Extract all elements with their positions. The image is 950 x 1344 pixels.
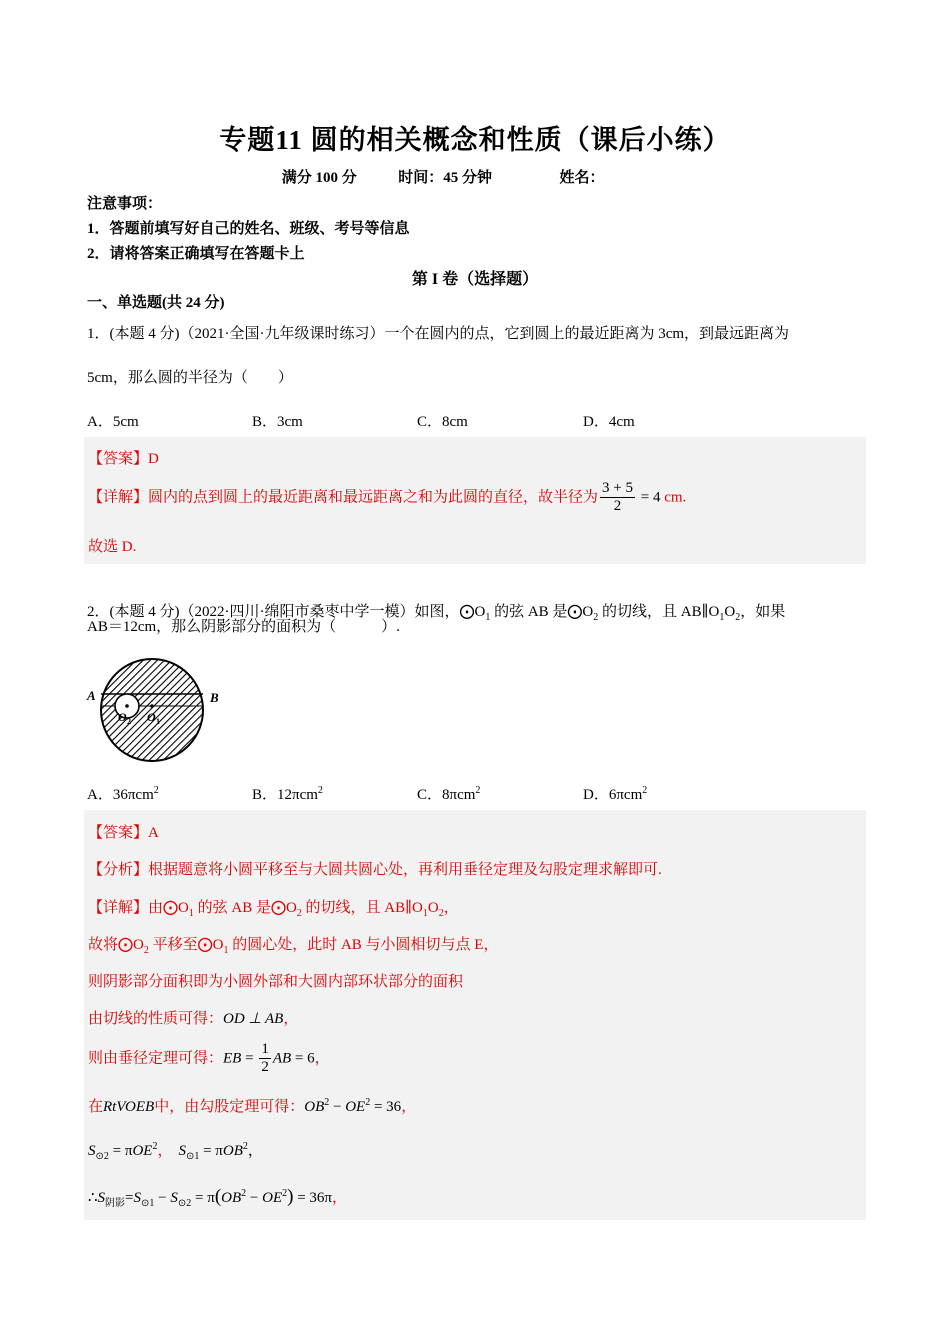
q2-option-c: C．8πcm$^2$ (417, 785, 481, 803)
q1-detail-unit: cm. (660, 489, 687, 506)
q1-fraction (600, 480, 635, 515)
section-title: 第 I 卷（选择题） (411, 271, 539, 288)
q2-figure (84, 655, 229, 770)
q2-detail-line8: $\therefore S_{阴影}=S_{⊙1} - S_{⊙2} = \pi(OB^2 - OE^2) = 36\pi$， (88, 1186, 347, 1209)
q2-option-d: D．6πcm$^2$ (583, 785, 648, 803)
q2-answer-value: A (148, 825, 159, 841)
label-o1: O (147, 710, 156, 724)
center-o1 (150, 704, 154, 708)
q2-detail-line5: 则由垂径定理可得：EB = $\frac{1}{2}$ AB = 6， (88, 1041, 330, 1075)
exam-meta (0, 166, 950, 187)
q1-detail-label: 【详解】 (88, 489, 149, 506)
q2-detail-line7: $S_{⊙2} = \pi OE^2$， $S_{⊙1} = \pi OB^2$， (88, 1141, 263, 1162)
q1-answer-value: D (148, 451, 159, 467)
label-o2-sub: 2 (127, 717, 131, 726)
total-score: 满分 100 分 (281, 170, 357, 186)
q1-option-b: B．3cm (252, 414, 303, 430)
q2-detail-label: 【详解】 (88, 900, 149, 916)
q1-frac-result: = 4 (637, 489, 661, 506)
q1-option-d: D．4cm (583, 414, 635, 430)
note-item-2: 2．请将答案正确填写在答题卡上 (87, 246, 305, 262)
page-title: 专题11 圆的相关概念和性质（课后小练） (219, 125, 731, 155)
q1-option-c: C．8cm (417, 414, 468, 430)
q2-analysis-label: 【分析】 (88, 862, 149, 878)
q1-detail (88, 480, 686, 515)
q2-detail-line3: 则阴影部分面积即为小圆外部和大圆内部环状部分的面积 (88, 974, 464, 990)
q1-frac-den: 2 (613, 498, 622, 514)
time-limit: 时间：45 分钟 (398, 170, 492, 186)
q2-sub-1b: 1 (719, 612, 725, 623)
q2-sub-2b: 2 (735, 612, 741, 623)
note-item-1: 1．答题前填写好自己的姓名、班级、考号等信息 (87, 221, 410, 237)
q2-stem-line2: AB＝12cm，那么阴影部分的面积为（ ）. (87, 619, 400, 635)
q2-stem-part-d: O (724, 604, 736, 620)
q1-conclusion: 故选 D. (88, 539, 137, 555)
q1-detail-text: 圆内的点到圆上的最近距离和最远距离之和为此圆的直径，故半径为 (148, 489, 599, 506)
label-o2: O (118, 710, 127, 724)
q2-stem-part-a: 2．(本题 4 分)（2022·四川·绵阳市桑枣中学一模）如图，⨀O (87, 604, 486, 620)
q2-detail-line4: 由切线的性质可得：OD ⊥ AB， (88, 1011, 299, 1027)
q2-detail-line6: 在RtVOEB中，由勾股定理可得：$OB^2 - OE^2 = 36$， (88, 1097, 417, 1115)
q2-stem-part-c: 的切线，且 AB∥O (598, 604, 720, 620)
perpendicular-expr: OD ⊥ AB (223, 1011, 284, 1027)
q2-analysis (88, 858, 662, 879)
notes-heading: 注意事项： (87, 196, 163, 212)
q2-detail-line2: 故将$⨀O_2$ 平移至$⨀O_1$ 的圆心处，此时 AB 与小圆相切与点 E， (88, 937, 499, 956)
q2-option-b: B．12πcm$^2$ (252, 785, 323, 803)
q1-answer (88, 447, 159, 468)
q2-analysis-text: 根据题意将小圆平移至与大圆共圆心处，再利用垂径定理及勾股定理求解即可. (148, 862, 662, 878)
q2-answer-label: 【答案】 (88, 825, 149, 841)
half-fraction: $\frac{1}{2}$ (261, 1041, 269, 1075)
part-title: 一、单选题(共 24 分) (87, 295, 225, 311)
q1-option-a: A．5cm (87, 414, 139, 430)
q2-stem-part-e: ，如果 (740, 604, 786, 620)
q2-sub-2: 2 (593, 612, 599, 623)
q1-stem-line2: 5cm，那么圆的半径为（ ） (87, 370, 293, 386)
q1-answer-label: 【答案】 (88, 451, 149, 467)
label-b: B (210, 690, 219, 705)
label-a: A (87, 688, 96, 703)
center-o2 (125, 704, 129, 708)
q2-sub-1: 1 (485, 612, 491, 623)
q2-answer (88, 821, 159, 842)
q1-frac-num: 3 + 5 (602, 480, 633, 496)
name-field-label: 姓名： (559, 170, 605, 186)
q2-detail-line1: 【详解】由$⨀O_1$ 的弦 AB 是$⨀O_2$ 的切线，且 $AB\parallel O_1O_2$， (88, 900, 459, 919)
label-o1-sub: 1 (156, 717, 160, 726)
q2-option-a: A．36πcm$^2$ (87, 785, 159, 803)
q1-stem-line1: 1．(本题 4 分)（2021·全国·九年级课时练习）一个在圆内的点，它到圆上的最近距离为 3cm，到最远距离为 (87, 326, 790, 342)
q2-stem-part-b: 的弦 AB 是⨀O (490, 604, 594, 620)
